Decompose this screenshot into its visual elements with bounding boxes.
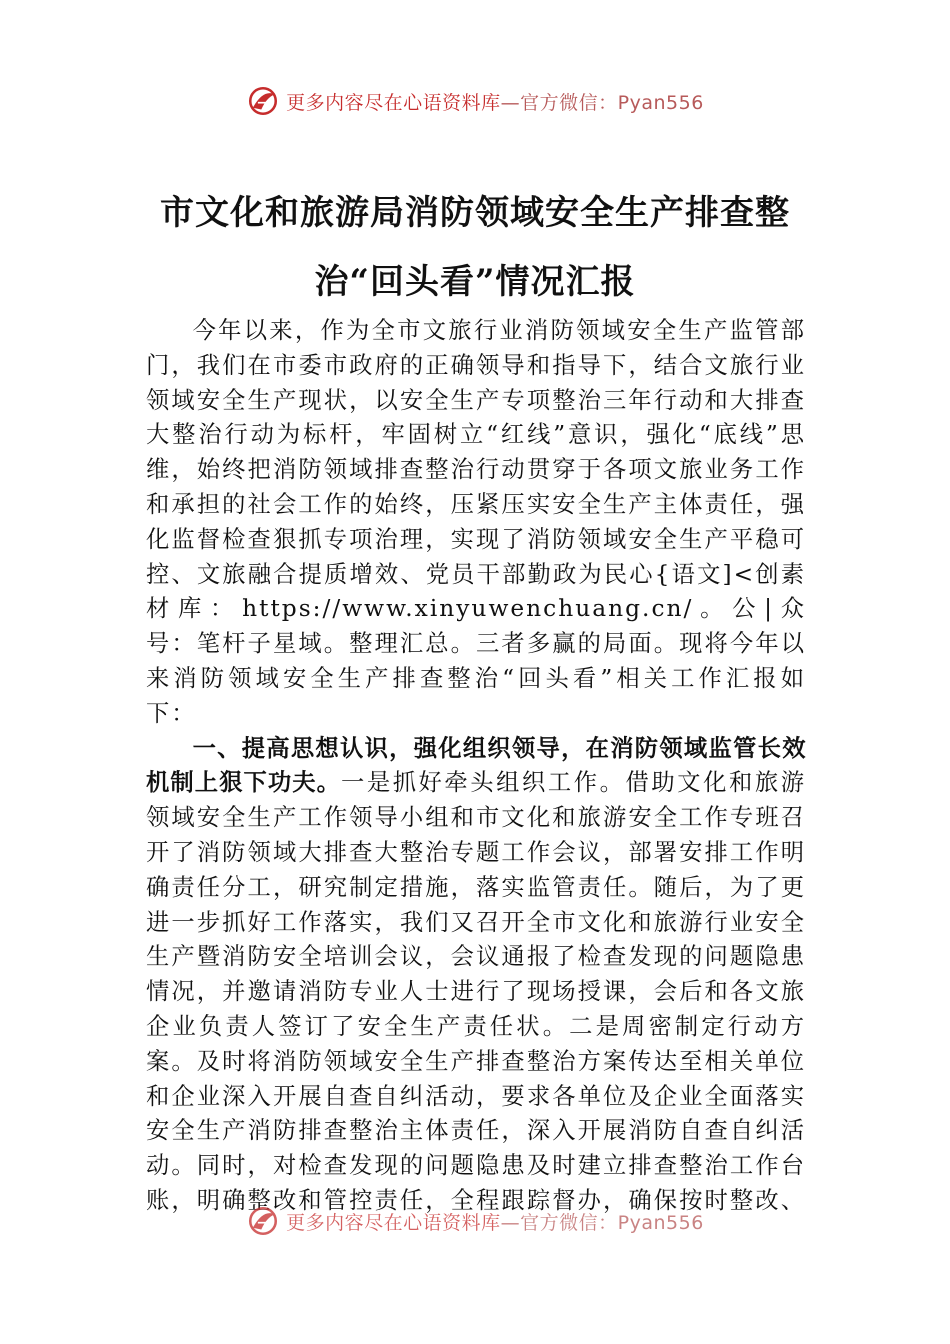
document-title-line1: 市文化和旅游局消防领域安全生产排查整 [160, 193, 790, 233]
watermark-header [0, 84, 950, 118]
paragraph-intro: 今年以来，作为全市文旅行业消防领域安全生产监管部门，我们在市委市政府的正确领导和指导下，结合文旅行业领域安全生产现状，以安全生产专项整治三年行动和大排查大整治行动为标杆，牢固树立“红线”意识，强化“底线”思维，始终把消防领域排查整治行动贯穿于各项文旅业务工作和承担的社会工作的始终，压紧压实安全生产主体责任，强化监督检查狠抓专项治理，实现了消防领域安全生产平稳可控、文旅融合提质增效、党员干部勤政为民心{语文]<创素材库：https://www.xinyuwenchuang.cn/。公|众号：笔杆子星域。整理汇总。三者多赢的局面。现将今年以来消防领域安全生产排查整治“回头看”相关工作汇报如下： [146, 317, 806, 727]
watermark-main-text: 更多内容尽在心语资料库 [286, 1211, 501, 1234]
watermark-main-text: 更多内容尽在心语资料库 [286, 91, 501, 114]
brand-logo-icon [246, 1204, 280, 1238]
section1-body: 一是抓好牵头组织工作。借助文化和旅游领域安全生产工作领导小组和市文化和旅游安全工作专班召开了消防领域大排查大整治专题工作会议，部署安排工作明确责任分工，研究制定措施，落实监管责任。随后，为了更进一步抓好工作落实，我们又召开全市文化和旅游行业安全生产暨消防安全培训会议，会议通报了检查发现的问题隐患情况，并邀请消防专业人士进行了现场授课，会后和各文旅企业负责人签订了安全生产责任状。二是周密制定行动方案。及时将消防领域安全生产排查整治方案传达至相关单位和企业深入开展自查自纠活动，要求各单位及企业全面落实安全生产消防排查整治主体责任，深入开展消防自查自纠活动。同时，对检查发现的问题隐患及时建立排查整治工作台账，明确整改和管控责任，全程跟踪督办，确保按时整改、 [146, 769, 806, 1214]
document-body [146, 314, 806, 1218]
section1-heading: 一、提高思想认识，强化组织领导，在消防领域监管长效机制上狠下功夫。 [146, 734, 806, 797]
watermark-sub-text: —官方微信：Pyan556 [500, 91, 704, 114]
brand-logo-icon [246, 84, 280, 118]
watermark-footer [0, 1204, 950, 1238]
watermark-sub-text: —官方微信：Pyan556 [500, 1211, 704, 1234]
document-title-line2: 治“回头看”情况汇报 [314, 262, 636, 302]
paragraph-section1 [146, 732, 806, 1218]
